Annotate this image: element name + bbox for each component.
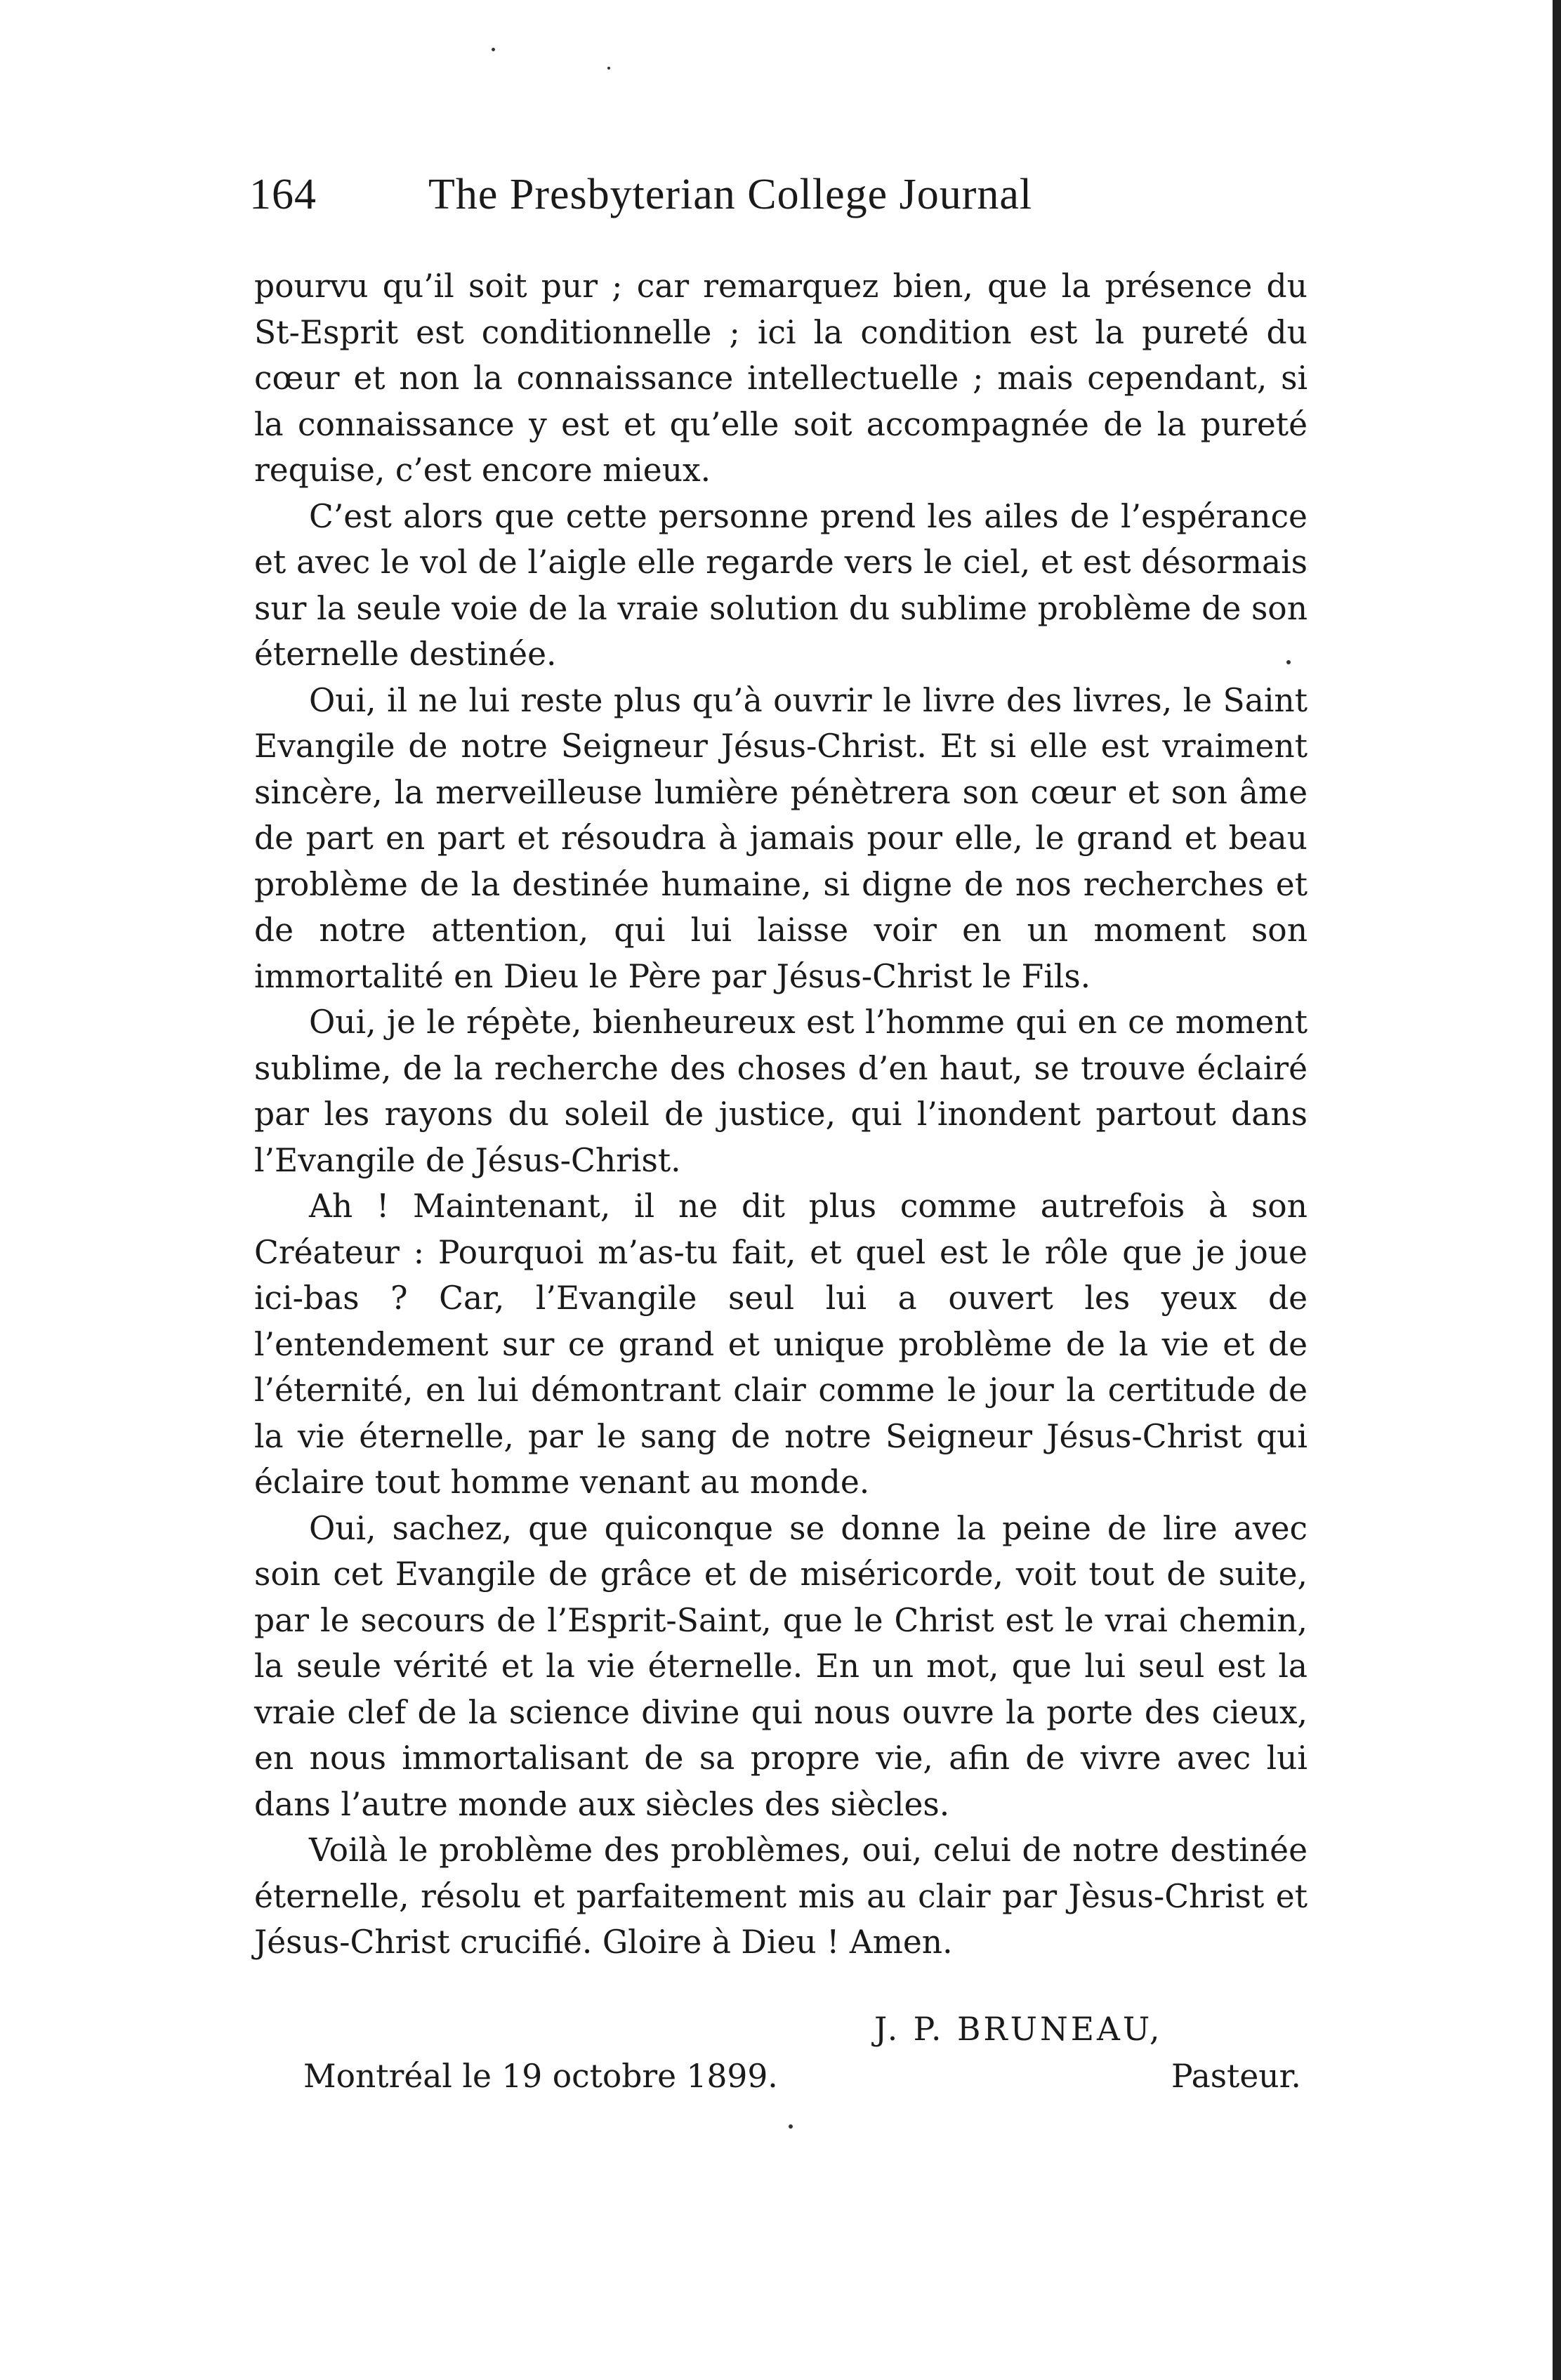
page-number: 164 (249, 171, 317, 218)
paragraph: Voilà le problème des problèmes, oui, celui de notre destinée éternelle, résolu et parfaitement mis au clair par Jèsus-Christ et Jésus-Christ crucifié. Gloire à Dieu ! Amen. (254, 1832, 1308, 1961)
signature-title: Pasteur. (1171, 2058, 1301, 2095)
paragraph-continuation: pourvu qu’il soit pur ; car remarquez bien, que la présence du St-Esprit est conditionnelle ; ici la condition est la pureté du cœur et non la connaissance intellectuelle ; mais cependant, si la connaissance y est et qu’elle soit accompagnée de la pureté requise, c’est encore mieux. (254, 268, 1308, 489)
paragraph: Oui, je le répète, bienheureux est l’homme qui en ce moment sublime, de la recherche des choses d’en haut, se trouve éclairé par les rayons du soleil de justice, qui l’inondent partout dans l’Evangile de Jésus-Christ. (254, 1004, 1308, 1179)
paragraph: Ah ! Maintenant, il ne dit plus comme autrefois à son Créateur : Pourquoi m’as-tu fait, et quel est le rôle que je joue ici-bas ? Car, l’Evangile seul lui a ouvert les yeux de l’entendement sur ce grand et unique problème de la vie et de l’éternité, en lui démontrant clair comme le jour la certitude de la vie éternelle, par le sang de notre Seigneur Jésus-Christ qui éclaire tout homme venant au monde. (254, 1188, 1308, 1501)
scan-speck (607, 67, 610, 70)
running-head (249, 170, 1338, 220)
signature-place-date: Montréal le 19 octobre 1899. (303, 2058, 778, 2095)
scan-speck (492, 48, 495, 51)
scan-edge (1553, 0, 1561, 2380)
paragraph: Oui, il ne lui reste plus qu’à ouvrir le livre des livres, le Saint Evangile de notre Seigneur Jésus-Christ. Et si elle est vraiment sincère, la merveilleuse lumière pénètrera son cœur et son âme de part en part et résoudra à jamais pour elle, le grand et beau problème de la destinée humaine, si digne de nos recherches et de notre attention, qui lui laisse voir en un moment son immortalité en Dieu le Père par Jésus-Christ le Fils. (254, 681, 1308, 995)
article-body (254, 263, 1308, 1966)
signature-name: J. P. BRUNEAU, (874, 2011, 1163, 2048)
paragraph: Oui, sachez, que quiconque se donne la peine de lire avec soin cet Evangile de grâce et de miséricorde, voit tout de suite, par le secours de l’Esprit-Saint, que le Christ est le vrai chemin, la seule vérité et la vie éternelle. En un mot, que lui seul est la vraie clef de la science divine qui nous ouvre la porte des cieux, en nous immortalisant de sa propre vie, afin de vivre avec lui dans l’autre monde aux siècles des siècles. (254, 1509, 1308, 1823)
scan-speck (789, 2124, 793, 2129)
scan-speck (1286, 660, 1291, 664)
paragraph: C’est alors que cette personne prend les ailes de l’espérance et avec le vol de l’aigle elle regarde vers le ciel, et est désormais sur la seule voie de la vraie solution du sublime problème de son éternelle destinée. (254, 497, 1308, 673)
journal-title: The Presbyterian College Journal (428, 171, 1033, 218)
